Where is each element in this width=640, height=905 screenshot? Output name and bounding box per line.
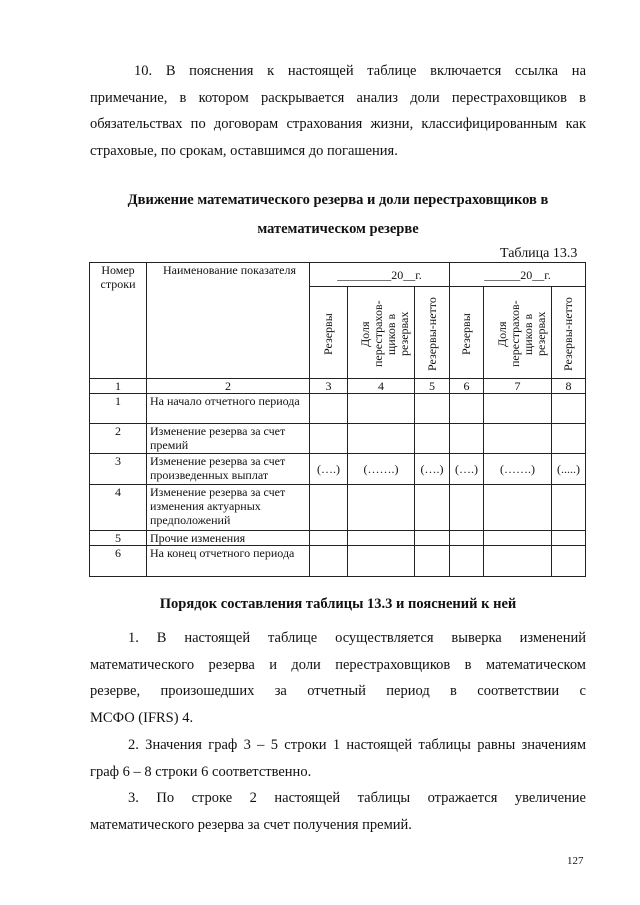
table-row <box>90 424 586 454</box>
row-number: 1 <box>90 394 147 424</box>
cell-value: (….) <box>415 454 450 485</box>
text-line: страховые, по срокам, оставшимся до погашения. <box>90 142 398 159</box>
section-title: математическом резерве <box>257 221 419 237</box>
row-number: 4 <box>90 485 147 531</box>
page-number: 127 <box>567 855 584 867</box>
text-line: математического резерва за счет получения премий. <box>90 816 412 833</box>
header-sub: Доля перестрахов-щиков в резервах <box>494 300 548 368</box>
data-table <box>89 262 586 577</box>
paragraph-2 <box>90 732 586 785</box>
column-number: 7 <box>484 379 552 394</box>
table-number: Таблица 13.3 <box>500 246 578 261</box>
row-number: 6 <box>90 546 147 577</box>
column-number: 1 <box>90 379 147 394</box>
header-sub: Резервы-нетто <box>424 297 439 371</box>
text-line: МСФО (IFRS) 4. <box>90 709 194 726</box>
row-name: На начало отчетного периода <box>147 394 310 424</box>
header-sub: Доля перестрахов-щиков в резервах <box>358 300 411 368</box>
table-row <box>90 531 586 546</box>
row-number: 5 <box>90 531 147 546</box>
cell-value: (.....) <box>552 454 586 485</box>
cell-value: (….) <box>450 454 484 485</box>
table-row <box>90 546 586 577</box>
cell-value: (….) <box>310 454 348 485</box>
text-line: граф 6 – 8 строки 6 соответственно. <box>90 763 312 780</box>
row-number: 3 <box>90 454 147 485</box>
column-number: 8 <box>552 379 586 394</box>
paragraph-1 <box>90 625 586 731</box>
text-line: математического резерва и доли перестраховщиков в математическом <box>90 656 586 673</box>
paragraph-3 <box>90 785 586 838</box>
text-line: резерве, произошедших за отчетный период в соответствии с <box>90 683 586 699</box>
text-line: примечание, в котором раскрывается анализ доли перестраховщиков в <box>90 89 586 106</box>
header-period-2: ______20__г. <box>450 263 586 287</box>
column-number: 5 <box>415 379 450 394</box>
column-number: 4 <box>348 379 415 394</box>
header-period-1: _________20__г. <box>310 263 450 287</box>
header-row-number: Номер строки <box>90 263 147 379</box>
cell-value: (…….) <box>348 454 415 485</box>
row-name: Изменение резерва за счет изменения актуарных предположений <box>147 485 310 531</box>
header-sub: Резервы <box>321 313 335 355</box>
section-title: Движение математического резерва и доли перестраховщиков в <box>127 192 549 208</box>
text-line: 3. По строке 2 настоящей таблицы отражается увеличение <box>128 790 586 806</box>
header-indicator-name: Наименование показателя <box>147 263 310 379</box>
text-line: 1. В настоящей таблице осуществляется выверка изменений <box>128 630 586 646</box>
section-title: Порядок составления таблицы 13.3 и пояснений к ней <box>159 596 517 612</box>
table-row <box>90 394 586 424</box>
row-number: 2 <box>90 424 147 454</box>
header-sub: Резервы-нетто <box>561 297 575 371</box>
column-number: 3 <box>310 379 348 394</box>
table-row <box>90 454 586 485</box>
column-number: 6 <box>450 379 484 394</box>
row-name: Изменение резерва за счет произведенных выплат <box>147 454 310 485</box>
row-name: На конец отчетного периода <box>147 546 310 577</box>
row-name: Изменение резерва за счет премий <box>147 424 310 454</box>
text-line: обязательствах по договорам страхования жизни, классифицированным как <box>90 116 586 132</box>
paragraph-10 <box>90 58 586 164</box>
header-sub: Резервы <box>459 313 473 355</box>
cell-value: (…….) <box>484 454 552 485</box>
row-name: Прочие изменения <box>147 531 310 546</box>
table-row <box>90 485 586 531</box>
column-number: 2 <box>147 379 310 394</box>
text-line: 2. Значения граф 3 – 5 строки 1 настоящей таблицы равны значениям <box>128 737 586 753</box>
text-line: 10. В пояснения к настоящей таблице включается ссылка на <box>134 63 586 79</box>
